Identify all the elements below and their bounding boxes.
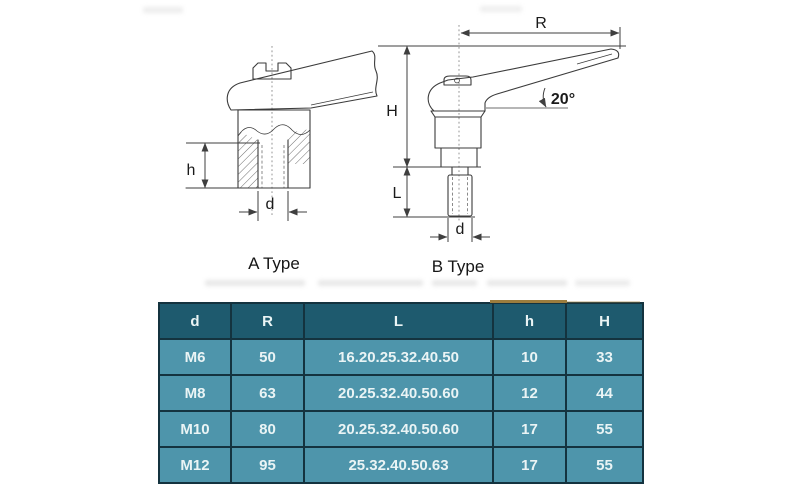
a-type-drawing [186,46,377,273]
blur-artifact [205,280,305,286]
b-angle-arc [543,88,546,107]
b-label-H: H [386,103,398,120]
dimension-table [158,302,644,484]
blur-artifact [143,7,183,13]
blur-artifact [480,6,522,12]
blur-artifact [487,280,567,286]
table-cell: 17 [493,411,566,447]
a-hatch-left [238,131,258,188]
a-label-d: d [265,196,275,213]
table-cell: 80 [231,411,304,447]
accent-strip-light [567,301,640,303]
blur-artifact [575,280,630,286]
table-cell: 50 [231,339,304,375]
blur-artifact [318,280,423,286]
table-cell: 95 [231,447,304,483]
a-lever-body [227,51,377,110]
b-type-drawing [378,15,626,276]
a-type-caption: A Type [248,254,300,273]
a-label-h: h [186,162,196,179]
b-lever-body [428,49,619,111]
table-row [159,411,643,447]
a-tapped-hole [258,140,288,188]
table-cell: M12 [159,447,231,483]
table-cell: 44 [566,375,643,411]
table-row [159,447,643,483]
table-cell: 25.32.40.50.63 [304,447,493,483]
table-cell: M8 [159,375,231,411]
b-label-d: d [455,221,465,238]
b-label-R: R [535,15,547,32]
b-hub-block [435,117,481,148]
table-cell: 33 [566,339,643,375]
table-cell: 16.20.25.32.40.50 [304,339,493,375]
table-cell: M10 [159,411,231,447]
table-cell: 55 [566,447,643,483]
b-threaded-stud [448,175,472,216]
b-label-L: L [392,185,402,202]
table-cell: 17 [493,447,566,483]
table-cell: 63 [231,375,304,411]
table-cell: 20.25.32.40.50.60 [304,411,493,447]
blur-artifact [432,280,477,286]
column-header-h: h [493,303,566,339]
table-row [159,375,643,411]
table-cell: 20.25.32.40.50.60 [304,375,493,411]
spec-table [158,302,642,484]
table-cell: 55 [566,411,643,447]
accent-strip [490,300,567,303]
b-hub-flange [431,111,485,117]
table-cell: 12 [493,375,566,411]
table-row [159,339,643,375]
table-cell: 10 [493,339,566,375]
b-type-caption: B Type [431,257,485,276]
column-header-H: H [566,303,643,339]
b-label-angle: 20° [550,91,576,108]
column-header-L: L [304,303,493,339]
a-thread-crests [238,125,310,136]
b-stud-neck [452,167,468,175]
column-header-R: R [231,303,304,339]
table-cell: M6 [159,339,231,375]
header-row [159,303,643,339]
column-header-d: d [159,303,231,339]
